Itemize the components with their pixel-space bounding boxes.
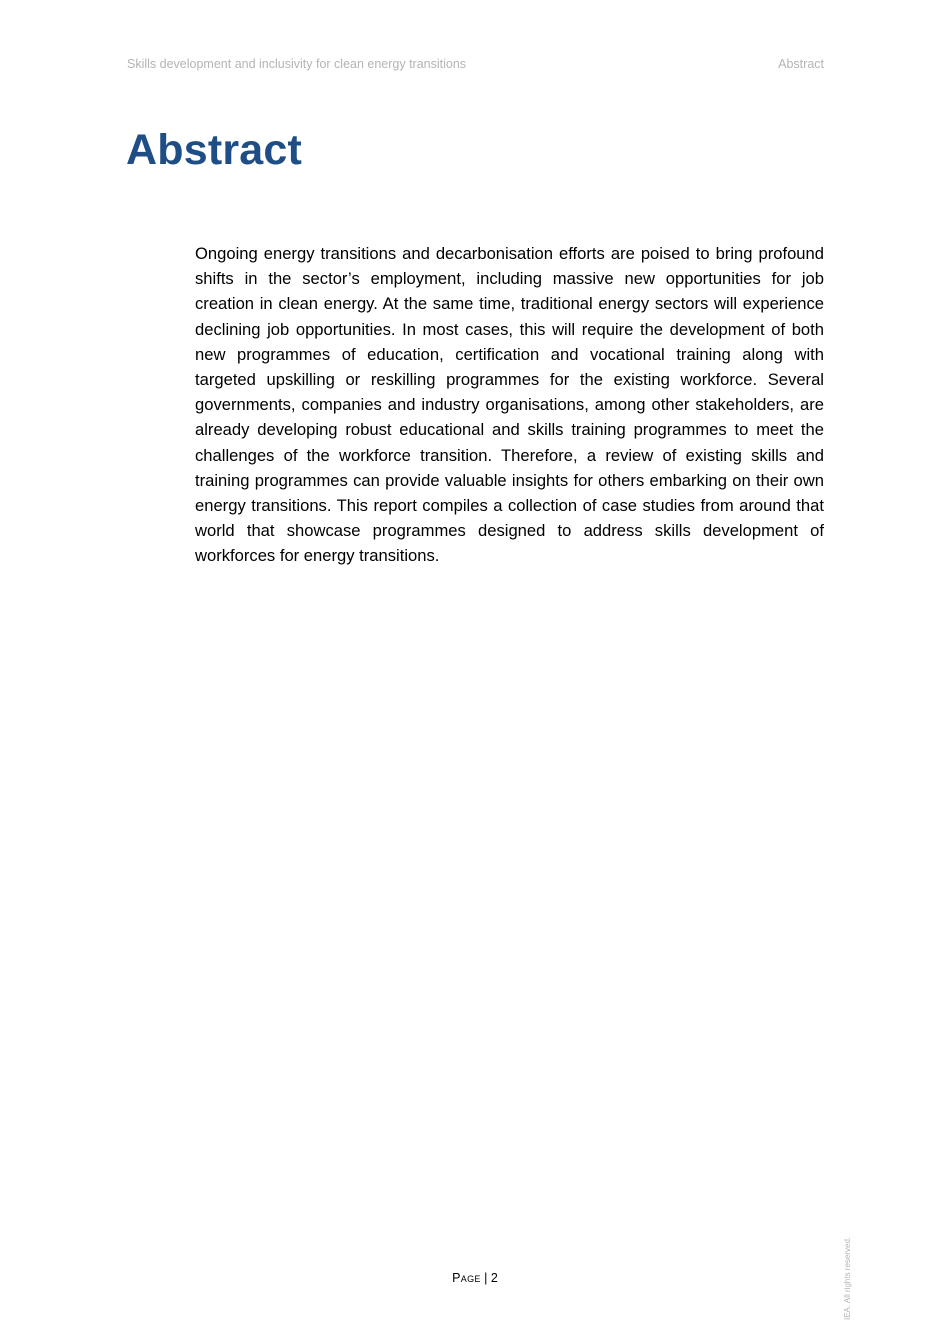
page-label: Page [452,1271,481,1285]
header-section-name: Abstract [778,57,824,71]
running-header [127,57,824,71]
copyright-notice: IEA. All rights reserved. [843,1236,852,1320]
page-footer [0,1271,950,1285]
page-number: 2 [490,1271,498,1285]
header-document-title: Skills development and inclusivity for clean energy transitions [127,57,467,71]
page-title: Abstract [126,126,303,174]
abstract-paragraph: Ongoing energy transitions and decarbonisation efforts are poised to bring profound shifts in the sector’s employment, including massive new opportunities for job creation in clean energy. At the same time, traditional energy sectors will experience declining job opportunities. In most cases, this will require the development of both new programmes of education, certification and vocational training along with targeted upskilling or reskilling programmes for the existing workforce. Several governments, companies and industry organisations, among other stakeholders, are already developing robust educational and skills training programmes to meet the challenges of the workforce transition. Therefore, a review of existing skills and training programmes can provide valuable insights for others embarking on their own energy transitions. This report compiles a collection of case studies from around that world that showcase programmes designed to address skills development of workforces for energy transitions. [195,244,824,566]
page-separator: | [484,1271,488,1285]
